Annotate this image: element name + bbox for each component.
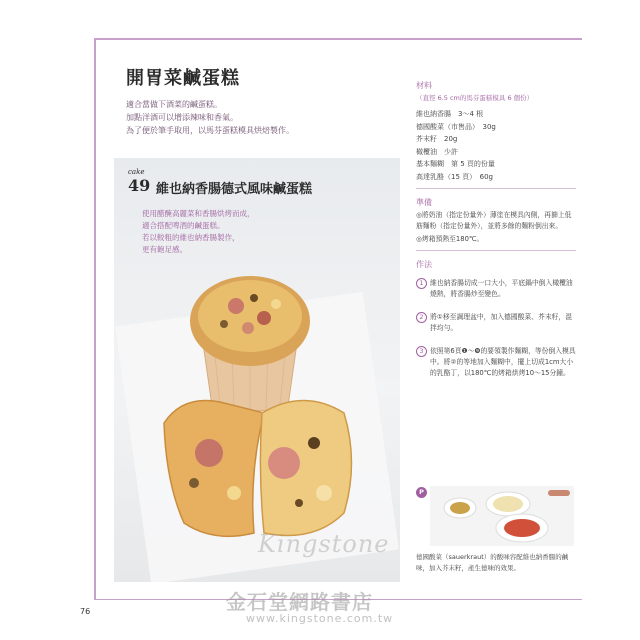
preparation-heading: 準備: [416, 198, 432, 207]
sauerkraut-and-mustard-image: [430, 486, 574, 546]
step-number: 3: [416, 346, 427, 357]
point-note: 德國酸菜（sauerkraut）的酸味容配維也納香腸的鹹味，加入芥末籽，產生德味的效果。: [416, 553, 569, 572]
ingredient-item: 橄欖油 少許: [416, 147, 458, 156]
intro-line: 為了便於筆手取用，以馬芬蛋糕模具烘焙製作。: [126, 126, 294, 135]
recipe-title: 維也納香腸德式風味鹹蛋糕: [156, 182, 313, 197]
step-text: 維也納香腸切成一口大小，平底鍋中倒入橄欖油燒熱，將香腸炒至變色。: [430, 279, 573, 298]
step-text: 將①移至調理盆中，加入德國酸菜、芥末籽，混拌均勻。: [430, 313, 573, 332]
materials-subheading: （直徑 6.5 cm的馬芬蛋糕模具 6 個份）: [416, 94, 534, 102]
frame-left-border: [94, 38, 96, 600]
materials-heading: 材料: [416, 81, 432, 90]
ingredient-item: 高達乳酪（15 頁） 60g: [416, 172, 493, 181]
watermark-store-name: 金石堂網路書店: [226, 590, 373, 614]
ingredient-item: 德國酸菜（市售品） 30g: [416, 122, 496, 131]
recipe-sidebar: [416, 80, 576, 391]
page-number: 76: [80, 607, 91, 616]
watermark-brand: Kingstone: [258, 530, 390, 558]
section-divider: [416, 188, 576, 189]
intro-text: [126, 98, 294, 137]
section-divider: [416, 250, 576, 251]
description-line: 若以較粗的維也納香腸製作，: [142, 233, 240, 242]
step-text: 依照第6頁❶～❾的要領製作麵糊，等份倒入模具中。將②的等地加入麵糊中，擺上切成1cm大小的乳酪丁，以180℃的烤箱烘烤10～15分鐘。: [430, 347, 576, 377]
method-step: [416, 312, 576, 334]
broken-muffin-image: [154, 383, 364, 548]
preparation-item: ◎將奶油（指定份量外）薄塗在模具內側，再篩上低筋麵粉（指定份量外），並將多餘的麵粉倒出來。: [416, 211, 572, 230]
step-number: 2: [416, 312, 427, 323]
ingredient-item: 芥末籽 20g: [416, 135, 458, 143]
cake-word: cake: [128, 168, 145, 176]
page-title: 開胃菜鹹蛋糕: [126, 68, 240, 89]
recipe-description: [142, 208, 255, 256]
description-line: 更有飽足感。: [142, 245, 187, 254]
description-line: 適合搭配啤酒的鹹蛋糕。: [142, 221, 225, 230]
method-step: [416, 278, 576, 300]
ingredient-item: 基本麵糊 第 5 頁的份量: [416, 160, 495, 168]
point-badge: P: [416, 487, 427, 498]
method-step: [416, 346, 576, 379]
intro-line: 適合當做下酒菜的鹹蛋糕。: [126, 100, 222, 109]
recipe-number: 49: [128, 176, 151, 195]
step-number: 1: [416, 278, 427, 289]
recipe-number-label: [128, 168, 150, 195]
description-line: 使用醋醃高麗菜和香腸烘烤而成，: [142, 209, 255, 218]
watermark-url: www.kingstone.com.tw: [246, 612, 394, 625]
preparation-item: ◎烤箱預熱至180℃。: [416, 235, 484, 243]
method-heading: 作法: [416, 260, 432, 269]
ingredient-item: 維也納香腸 3～4 根: [416, 110, 484, 118]
frame-top-border: [94, 38, 582, 40]
intro-line: 加點洋酒可以增添辣味和香氣。: [126, 113, 238, 122]
